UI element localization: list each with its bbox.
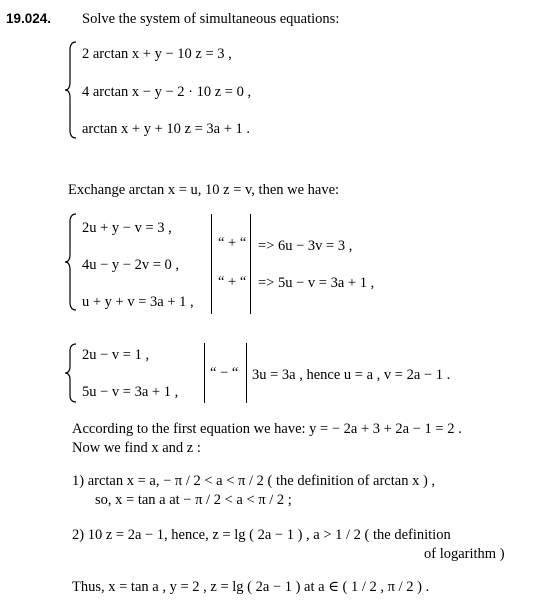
result-2: => 5u − v = 3a + 1 , [258, 275, 375, 291]
item-2-line-a: 2) 10 z = 2a − 1, hence, z = lg ( 2a − 1 ) , a > 1 / 2 ( the definition [72, 527, 451, 543]
divider-left [211, 214, 212, 314]
second-op: “ − “ [210, 365, 239, 381]
second-eq-1: 2u − v = 1 , [82, 347, 150, 363]
system-eq-1: 2 arctan x + y − 10 z = 3 , [82, 46, 232, 62]
second-result: 3u = 3a , hence u = a , v = 2a − 1 . [252, 367, 451, 383]
second-divider-right [246, 343, 247, 403]
problem-statement: Solve the system of simultaneous equations: [82, 11, 340, 27]
system-brace [64, 40, 78, 140]
final-answer: Thus, x = tan a , y = 2 , z = lg ( 2a − 1 ) at a ∈ ( 1 / 2 , π / 2 ) . [72, 579, 430, 595]
system-eq-3: arctan x + y + 10 z = 3a + 1 . [82, 121, 250, 137]
exchange-text: Exchange arctan x = u, 10 z = v, then we have: [68, 182, 340, 198]
item-1-line-b: so, x = tan a at − π / 2 < a < π / 2 ; [95, 492, 292, 508]
exchange-eq-3: u + y + v = 3a + 1 , [82, 294, 194, 310]
item-2-line-b: of logarithm ) [424, 546, 505, 562]
op-plus-2: “ + “ [218, 274, 247, 290]
exchange-eq-1: 2u + y − v = 3 , [82, 220, 172, 236]
exchange-brace [64, 212, 78, 312]
second-divider-left [204, 343, 205, 403]
conclusion-line-2: Now we find x and z : [72, 440, 201, 456]
result-1: => 6u − 3v = 3 , [258, 238, 353, 254]
op-plus-1: “ + “ [218, 235, 247, 251]
divider-right [250, 214, 251, 314]
exchange-eq-2: 4u − y − 2v = 0 , [82, 257, 180, 273]
second-brace [64, 342, 78, 404]
system-eq-2: 4 arctan x − y − 2 · 10 z = 0 , [82, 84, 252, 100]
second-eq-2: 5u − v = 3a + 1 , [82, 384, 179, 400]
problem-number: 19.024. [6, 11, 52, 26]
conclusion-line-1: According to the first equation we have: y = − 2a + 3 + 2a − 1 = 2 . [72, 421, 462, 437]
item-1-line-a: 1) arctan x = a, − π / 2 < a < π / 2 ( the definition of arctan x ) , [72, 473, 436, 489]
